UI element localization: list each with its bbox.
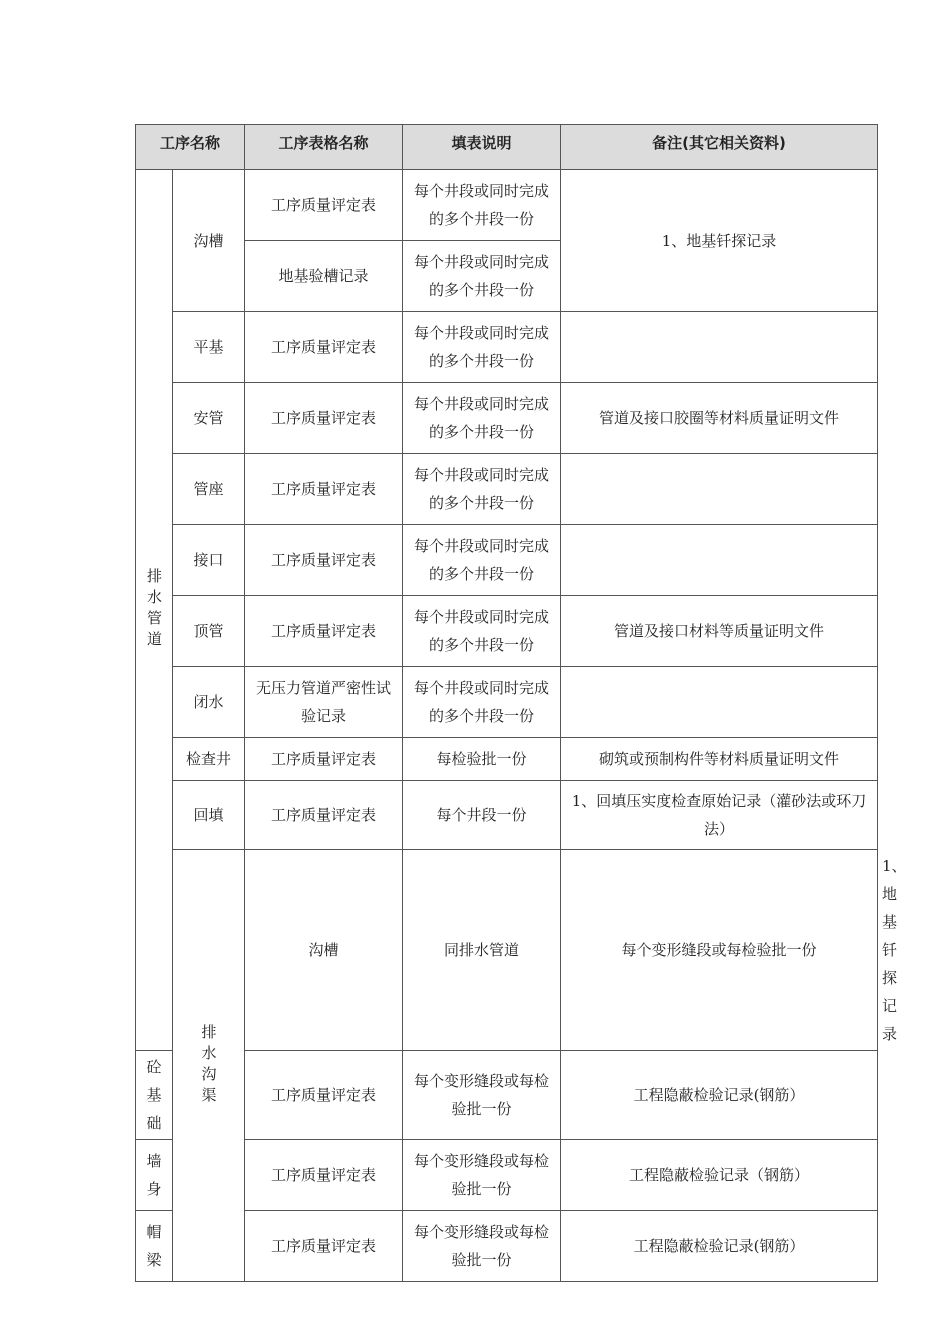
process-name: 检查井: [173, 738, 245, 781]
fill-instruction: 每个井段或同时完成的多个井段一份: [403, 383, 561, 454]
header-process-name: 工序名称: [136, 125, 245, 170]
process-name: 平基: [173, 312, 245, 383]
header-form-name: 工序表格名称: [245, 125, 403, 170]
table-row: [136, 1211, 878, 1282]
table-row: [136, 383, 878, 454]
form-name: 工序质量评定表: [245, 781, 403, 850]
fill-instruction: 每个井段或同时完成的多个井段一份: [403, 241, 561, 312]
remark: [561, 454, 878, 525]
process-name: 管座: [173, 454, 245, 525]
fill-instruction: 每个井段或同时完成的多个井段一份: [403, 525, 561, 596]
remark: 砌筑或预制构件等材料质量证明文件: [561, 738, 878, 781]
header-remarks: 备注(其它相关资料): [561, 125, 878, 170]
header-row: [136, 125, 878, 170]
form-name: 工序质量评定表: [245, 383, 403, 454]
fill-instruction: 每检验批一份: [403, 738, 561, 781]
form-name: 工序质量评定表: [245, 596, 403, 667]
form-name: 工序质量评定表: [245, 454, 403, 525]
fill-instruction: 每个井段或同时完成的多个井段一份: [403, 667, 561, 738]
remark: 工程隐蔽检验记录（钢筋）: [561, 1140, 878, 1211]
form-name: 工序质量评定表: [245, 525, 403, 596]
remark: 管道及接口胶圈等材料质量证明文件: [561, 383, 878, 454]
remark: [561, 312, 878, 383]
form-name: 工序质量评定表: [245, 1211, 403, 1282]
process-name: 沟槽: [245, 850, 403, 1051]
form-name: 工序质量评定表: [245, 170, 403, 241]
process-table: [135, 124, 907, 1282]
fill-instruction: 每个变形缝段或每检验批一份: [561, 850, 878, 1051]
fill-instruction: 每个井段一份: [403, 781, 561, 850]
table-row: [136, 781, 878, 850]
form-name: 无压力管道严密性试验记录: [245, 667, 403, 738]
remark: [561, 525, 878, 596]
table-row: [136, 1140, 878, 1211]
table-row: [136, 667, 878, 738]
table-row: [136, 596, 878, 667]
table-row: [136, 525, 878, 596]
fill-instruction: 每个变形缝段或每检验批一份: [403, 1051, 561, 1140]
table-row: [136, 454, 878, 525]
table-row: [136, 312, 878, 383]
header-instructions: 填表说明: [403, 125, 561, 170]
process-name: 墙身: [136, 1140, 173, 1211]
process-name: 回填: [173, 781, 245, 850]
form-name: 工序质量评定表: [245, 738, 403, 781]
fill-instruction: 每个井段或同时完成的多个井段一份: [403, 170, 561, 241]
fill-instruction: 每个变形缝段或每检验批一份: [403, 1140, 561, 1211]
remark: 工程隐蔽检验记录(钢筋）: [561, 1211, 878, 1282]
fill-instruction: 每个变形缝段或每检验批一份: [403, 1211, 561, 1282]
table-row: [136, 170, 878, 241]
process-name: 闭水: [173, 667, 245, 738]
fill-instruction: 每个井段或同时完成的多个井段一份: [403, 312, 561, 383]
process-name: 接口: [173, 525, 245, 596]
table-row: [136, 1051, 878, 1140]
group-label-drain-pipe: 排水管道: [136, 170, 173, 1051]
form-name: 同排水管道: [403, 850, 561, 1051]
table-row: [136, 738, 878, 781]
remark: 管道及接口材料等质量证明文件: [561, 596, 878, 667]
fill-instruction: 每个井段或同时完成的多个井段一份: [403, 596, 561, 667]
remark: 1、地基钎探记录: [561, 170, 878, 312]
form-name: 地基验槽记录: [245, 241, 403, 312]
form-name: 工序质量评定表: [245, 312, 403, 383]
remark: 1、回填压实度检查原始记录（灌砂法或环刀法）: [561, 781, 878, 850]
process-name: 安管: [173, 383, 245, 454]
process-name: 帽梁: [136, 1211, 173, 1282]
form-name: 工序质量评定表: [245, 1140, 403, 1211]
fill-instruction: 每个井段或同时完成的多个井段一份: [403, 454, 561, 525]
group-label-drain-channel: 排水沟渠: [173, 850, 245, 1282]
process-name: 沟槽: [173, 170, 245, 312]
process-name: 顶管: [173, 596, 245, 667]
process-name: 砼基础: [136, 1051, 173, 1140]
remark: 工程隐蔽检验记录(钢筋）: [561, 1051, 878, 1140]
form-name: 工序质量评定表: [245, 1051, 403, 1140]
remark: [561, 667, 878, 738]
table-row: 排水沟渠 沟槽 同排水管道 每个变形缝段或每检验批一份 1、地基钎探记录: [136, 850, 878, 1051]
